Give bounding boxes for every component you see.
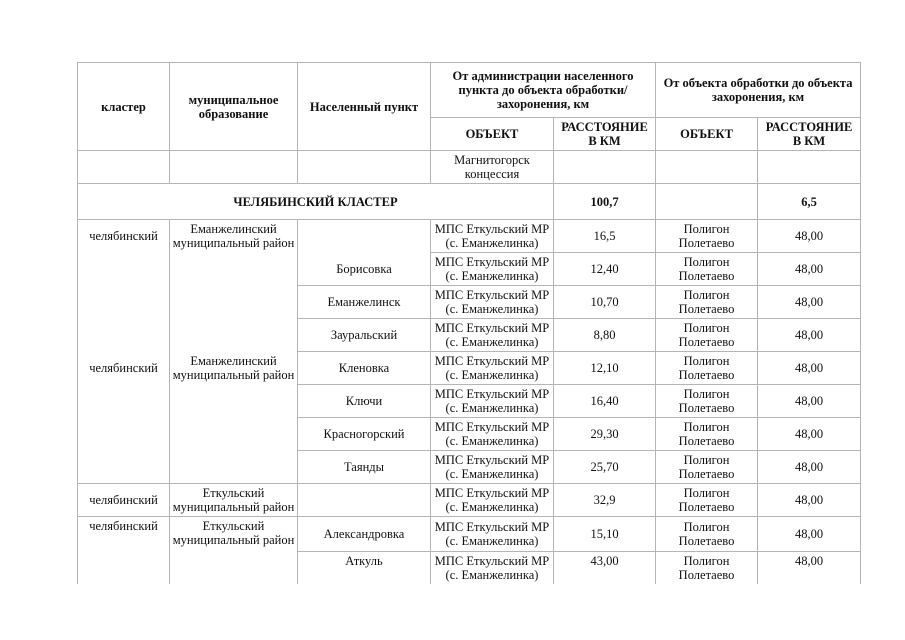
header-object-2: ОБЪЕКТ [656,118,758,151]
cell-object-1: МПС Еткульский МР (с. Еманжелинка) [431,319,554,352]
cell-cluster: челябинский [78,517,170,552]
cell-dist-2: 48,00 [758,352,861,385]
cell-settlement [298,484,431,517]
cell-dist-1: 25,70 [554,451,656,484]
cell-cluster [78,385,170,418]
cell-settlement: Александровка [298,517,431,552]
cell-cluster [78,418,170,451]
cell-dist-2: 48,00 [758,286,861,319]
cell-dist-1: 43,00 [554,552,656,584]
table-row [78,484,861,517]
header-cluster: кластер [78,63,170,151]
cell-dist-2: 48,00 [758,484,861,517]
cell-settlement: Ключи [298,385,431,418]
header-object-1: ОБЪЕКТ [431,118,554,151]
cell-municipality: Еткульский муниципальный район [170,484,298,517]
cell-empty [656,151,758,184]
cell-municipality [170,286,298,319]
cell-object-1: МПС Еткульский МР (с. Еманжелинка) [431,385,554,418]
cluster-row [78,184,861,220]
cell-object-2: Полигон Полетаево [656,253,758,286]
cell-dist-1: 12,40 [554,253,656,286]
cell-object-2: Полигон Полетаево [656,352,758,385]
cell-dist-2: 48,00 [758,253,861,286]
cell-empty [298,151,431,184]
header-group-processing-to-landfill: От объекта обработки до объекта захоронения, км [656,63,861,118]
cell-object-2: Полигон Полетаево [656,220,758,253]
cell-object-1: МПС Еткульский МР (с. Еманжелинка) [431,517,554,552]
table-row [78,253,861,286]
cluster-dist-1: 100,7 [554,184,656,220]
cell-municipality [170,451,298,484]
cell-object-2: Полигон Полетаево [656,286,758,319]
cell-dist-2: 48,00 [758,319,861,352]
table-row [78,451,861,484]
cell-municipality: Еткульский муниципальный район [170,517,298,552]
cell-cluster: челябинский [78,484,170,517]
header-group-admin-to-processing: От администрации населенного пункта до объекта обработки/ захоронения, км [431,63,656,118]
cell-empty [78,151,170,184]
cell-settlement: Еманжелинск [298,286,431,319]
concession-row [78,151,861,184]
distance-table [77,62,861,584]
header-distance-2: РАССТОЯНИЕ В КМ [758,118,861,151]
cell-object-2: Полигон Полетаево [656,552,758,584]
cell-cluster: челябинский [78,220,170,253]
cell-object-2: Полигон Полетаево [656,418,758,451]
cell-dist-1: 12,10 [554,352,656,385]
cell-municipality [170,319,298,352]
cell-cluster [78,451,170,484]
header-distance-1: РАССТОЯНИЕ В КМ [554,118,656,151]
cell-dist-1: 10,70 [554,286,656,319]
cell-settlement: Кленовка [298,352,431,385]
cell-dist-1: 15,10 [554,517,656,552]
cell-settlement: Аткуль [298,552,431,584]
cell-object-2: Полигон Полетаево [656,517,758,552]
cell-object-1: МПС Еткульский МР (с. Еманжелинка) [431,484,554,517]
cell-settlement: Зауральский [298,319,431,352]
cell-municipality: Еманжелинский муниципальный район [170,220,298,253]
cell-dist-2: 48,00 [758,220,861,253]
cell-settlement: Красногорский [298,418,431,451]
cell-object-1: МПС Еткульский МР (с. Еманжелинка) [431,552,554,584]
cell-object-1: МПС Еткульский МР (с. Еманжелинка) [431,220,554,253]
cell-dist-2: 48,00 [758,451,861,484]
cell-dist-2: 48,00 [758,517,861,552]
cell-dist-1: 32,9 [554,484,656,517]
cell-empty [554,151,656,184]
cell-object-2: Полигон Полетаево [656,319,758,352]
cell-municipality [170,418,298,451]
cell-cluster [78,552,170,584]
cell-empty [758,151,861,184]
cell-dist-1: 16,5 [554,220,656,253]
cell-object-2: Полигон Полетаево [656,385,758,418]
table-row [78,552,861,584]
cell-object-1: МПС Еткульский МР (с. Еманжелинка) [431,451,554,484]
cell-object-1: МПС Еткульский МР (с. Еманжелинка) [431,286,554,319]
cell-object-1: МПС Еткульский МР (с. Еманжелинка) [431,418,554,451]
header-settlement: Населенный пункт [298,63,431,151]
cell-settlement: Борисовка [298,253,431,286]
cluster-label: ЧЕЛЯБИНСКИЙ КЛАСТЕР [78,184,554,220]
table-row [78,220,861,253]
cell-empty [656,184,758,220]
cell-object-2: Полигон Полетаево [656,451,758,484]
cell-cluster: челябинский [78,352,170,385]
cell-object-1: МПС Еткульский МР (с. Еманжелинка) [431,352,554,385]
table-row [78,352,861,385]
table-row [78,517,861,552]
header-municipality: муниципальное образование [170,63,298,151]
cell-municipality [170,552,298,584]
cell-dist-2: 48,00 [758,418,861,451]
cell-dist-2: 48,00 [758,385,861,418]
cluster-dist-2: 6,5 [758,184,861,220]
cell-dist-1: 16,40 [554,385,656,418]
cell-municipality [170,385,298,418]
cell-municipality [170,253,298,286]
cell-empty [170,151,298,184]
header-row-1 [78,63,861,118]
cell-settlement: Таянды [298,451,431,484]
cell-municipality: Еманжелинский муниципальный район [170,352,298,385]
cell-settlement [298,220,431,253]
cell-cluster [78,253,170,286]
table-row [78,418,861,451]
cell-object-1: МПС Еткульский МР (с. Еманжелинка) [431,253,554,286]
cell-dist-1: 8,80 [554,319,656,352]
cell-cluster [78,286,170,319]
concession-object: Магнитогорск концессия [431,151,554,184]
table-row [78,319,861,352]
table-row [78,286,861,319]
cell-dist-2: 48,00 [758,552,861,584]
cell-cluster [78,319,170,352]
table-row [78,385,861,418]
cell-dist-1: 29,30 [554,418,656,451]
cell-object-2: Полигон Полетаево [656,484,758,517]
